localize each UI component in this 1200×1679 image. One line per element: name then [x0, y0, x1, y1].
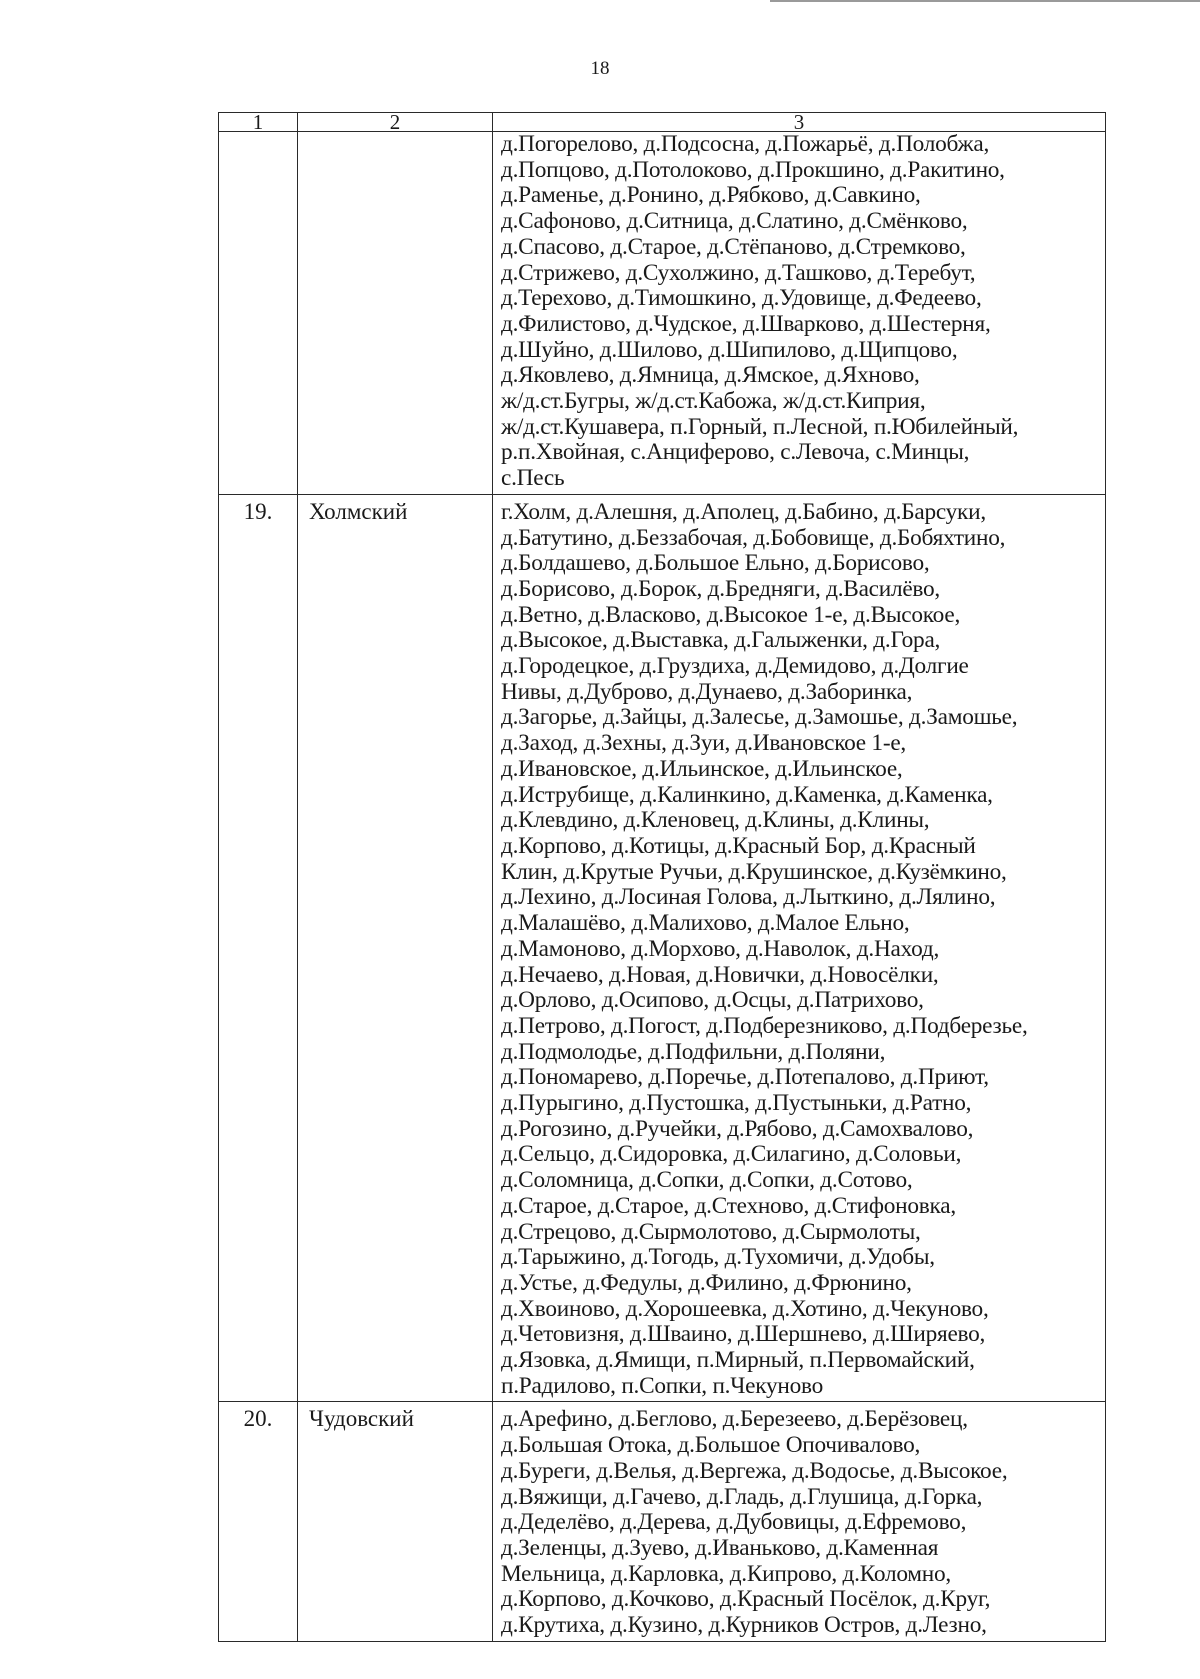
- settlement-line: д.Сафоново, д.Ситница, д.Слатино, д.Смёнково,: [501, 208, 968, 235]
- column-header-1: 1: [219, 113, 298, 132]
- settlement-line: д.Ветно, д.Власково, д.Высокое 1-е, д.Высокое,: [501, 601, 961, 628]
- settlement-line: ж/д.ст.Бугры, ж/д.ст.Кабожа, ж/д.ст.Киприя,: [501, 388, 926, 415]
- settlement-line: д.Сельцо, д.Сидоровка, д.Силагино, д.Соловьи,: [501, 1141, 962, 1168]
- settlement-line: д.Раменье, д.Ронино, д.Рябково, д.Савкино,: [501, 182, 921, 209]
- settlement-line: д.Буреги, д.Велья, д.Вергежа, д.Водосье, д.Высокое,: [501, 1457, 1008, 1484]
- settlement-line: д.Хвоиново, д.Хорошеевка, д.Хотино, д.Чекуново,: [501, 1295, 989, 1322]
- column-header-3: 3: [493, 113, 1106, 132]
- settlement-line: д.Крутиха, д.Кузино, д.Курников Остров, д.Лезно,: [501, 1612, 987, 1639]
- settlement-line: д.Батутино, д.Беззабочая, д.Бобовище, д.Бобяхтино,: [501, 524, 1006, 551]
- settlement-line: д.Ивановское, д.Ильинское, д.Ильинское,: [501, 755, 903, 782]
- scan-edge-line: [770, 0, 1200, 2]
- settlement-line: ж/д.ст.Кушавера, п.Горный, п.Лесной, п.Юбилейный,: [501, 413, 1019, 440]
- settlement-line: д.Соломница, д.Сопки, д.Сопки, д.Сотово,: [501, 1167, 913, 1194]
- settlement-line: Клин, д.Крутые Ручьи, д.Крушинское, д.Кузёмкино,: [501, 858, 1007, 885]
- settlement-line: д.Нечаево, д.Новая, д.Новички, д.Новосёлки,: [501, 961, 939, 988]
- page-number: 18: [590, 58, 610, 79]
- settlement-line: д.Тарыжино, д.Тогодь, д.Тухомичи, д.Удобы,: [501, 1244, 935, 1271]
- settlement-line: Нивы, д.Дуброво, д.Дунаево, д.Заборинка,: [501, 678, 913, 705]
- district-name: [298, 132, 493, 495]
- settlement-list: [493, 494, 1106, 1402]
- settlement-line: д.Деделёво, д.Дерева, д.Дубовицы, д.Ефремово,: [501, 1509, 967, 1536]
- settlement-line: д.Старое, д.Старое, д.Стехново, д.Стифоновка,: [501, 1192, 956, 1219]
- settlement-line: д.Спасово, д.Старое, д.Стёпаново, д.Стремково,: [501, 233, 966, 260]
- settlement-line: д.Заход, д.Зехны, д.Зуи, д.Ивановское 1-е,: [501, 730, 906, 757]
- settlement-line: д.Болдашево, д.Большое Ельно, д.Борисово,: [501, 550, 930, 577]
- settlement-line: д.Зеленцы, д.Зуево, д.Иваньково, д.Каменная: [501, 1534, 939, 1561]
- settlement-line: д.Лехино, д.Лосиная Голова, д.Лыткино, д.Лялино,: [501, 884, 996, 911]
- settlement-line: д.Арефино, д.Беглово, д.Березеево, д.Берёзовец,: [501, 1406, 968, 1433]
- settlement-line: д.Стрецово, д.Сырмолотово, д.Сырмолоты,: [501, 1218, 921, 1245]
- settlement-line: д.Вяжищи, д.Гачево, д.Гладь, д.Глушица, д.Горка,: [501, 1483, 983, 1510]
- settlement-line: д.Устье, д.Федулы, д.Филино, д.Фрюнино,: [501, 1269, 912, 1296]
- settlements-table: [218, 112, 1106, 1642]
- settlement-line: д.Рогозино, д.Ручейки, д.Рябово, д.Самохвалово,: [501, 1115, 974, 1142]
- settlement-line: д.Яковлево, д.Ямница, д.Ямское, д.Яхново,: [501, 362, 920, 389]
- settlement-line: Мельница, д.Карловка, д.Кипрово, д.Коломно,: [501, 1560, 951, 1587]
- settlement-line: д.Подмолодье, д.Подфильни, д.Поляни,: [501, 1038, 886, 1065]
- settlement-list: [493, 132, 1106, 495]
- settlement-line: д.Борисово, д.Борок, д.Бредняги, д.Василёво,: [501, 575, 941, 602]
- settlement-line: д.Пурыгино, д.Пустошка, д.Пустыньки, д.Ратно,: [501, 1090, 972, 1117]
- settlement-line: д.Мамоново, д.Морхово, д.Наволок, д.Наход,: [501, 935, 940, 962]
- table-row: [219, 494, 1106, 1402]
- table-row: [219, 1402, 1106, 1641]
- settlement-line: д.Язовка, д.Ямищи, п.Мирный, п.Первомайский,: [501, 1347, 975, 1374]
- settlement-line: д.Иструбище, д.Калинкино, д.Каменка, д.Каменка,: [501, 781, 993, 808]
- settlement-line: д.Четовизня, д.Шваино, д.Шершнево, д.Ширяево,: [501, 1321, 986, 1348]
- settlement-line: с.Песь: [501, 465, 565, 492]
- settlement-line: д.Загорье, д.Зайцы, д.Залесье, д.Замошье, д.Замошье,: [501, 704, 1018, 731]
- settlement-line: д.Городецкое, д.Груздиха, д.Демидово, д.Долгие: [501, 653, 969, 680]
- district-name: Чудовский: [298, 1402, 493, 1641]
- settlement-line: д.Погорелово, д.Подсосна, д.Пожарьё, д.Полобжа,: [501, 131, 990, 157]
- settlement-line: д.Клевдино, д.Кленовец, д.Клины, д.Клины,: [501, 807, 930, 834]
- settlement-line: д.Шуйно, д.Шилово, д.Шипилово, д.Щипцово,: [501, 336, 958, 363]
- row-number: [219, 132, 298, 495]
- settlement-line: р.п.Хвойная, с.Анциферово, с.Левоча, с.Минцы,: [501, 439, 970, 466]
- district-name: Холмский: [298, 494, 493, 1402]
- table-header-row: [219, 113, 1106, 132]
- settlement-line: д.Большая Отока, д.Большое Опочивалово,: [501, 1432, 921, 1459]
- table-row: [219, 132, 1106, 495]
- settlement-line: д.Попцово, д.Потолоково, д.Прокшино, д.Ракитино,: [501, 156, 1005, 183]
- settlement-line: д.Петрово, д.Погост, д.Подберезниково, д.Подберезье,: [501, 1012, 1028, 1039]
- settlement-line: д.Орлово, д.Осипово, д.Осцы, д.Патрихово,: [501, 987, 924, 1014]
- settlement-line: п.Радилово, п.Сопки, п.Чекуново: [501, 1372, 823, 1399]
- settlement-line: г.Холм, д.Алешня, д.Аполец, д.Бабино, д.Барсуки,: [501, 498, 986, 525]
- settlement-line: д.Стрижево, д.Сухолжино, д.Ташково, д.Теребут,: [501, 259, 976, 286]
- row-number: 19.: [219, 494, 298, 1402]
- settlement-line: д.Малашёво, д.Малихово, д.Малое Ельно,: [501, 910, 910, 937]
- settlement-line: д.Филистово, д.Чудское, д.Шварково, д.Шестерня,: [501, 310, 991, 337]
- settlement-line: д.Терехово, д.Тимошкино, д.Удовище, д.Федеево,: [501, 285, 982, 312]
- settlement-line: д.Пономарево, д.Поречье, д.Потепалово, д.Приют,: [501, 1064, 989, 1091]
- row-number: 20.: [219, 1402, 298, 1641]
- settlement-list: [493, 1402, 1106, 1641]
- settlement-line: д.Высокое, д.Выставка, д.Галыженки, д.Гора,: [501, 627, 941, 654]
- column-header-2: 2: [298, 113, 493, 132]
- settlement-line: д.Корпово, д.Котицы, д.Красный Бор, д.Красный: [501, 832, 976, 859]
- settlement-line: д.Корпово, д.Кочково, д.Красный Посёлок, д.Круг,: [501, 1586, 991, 1613]
